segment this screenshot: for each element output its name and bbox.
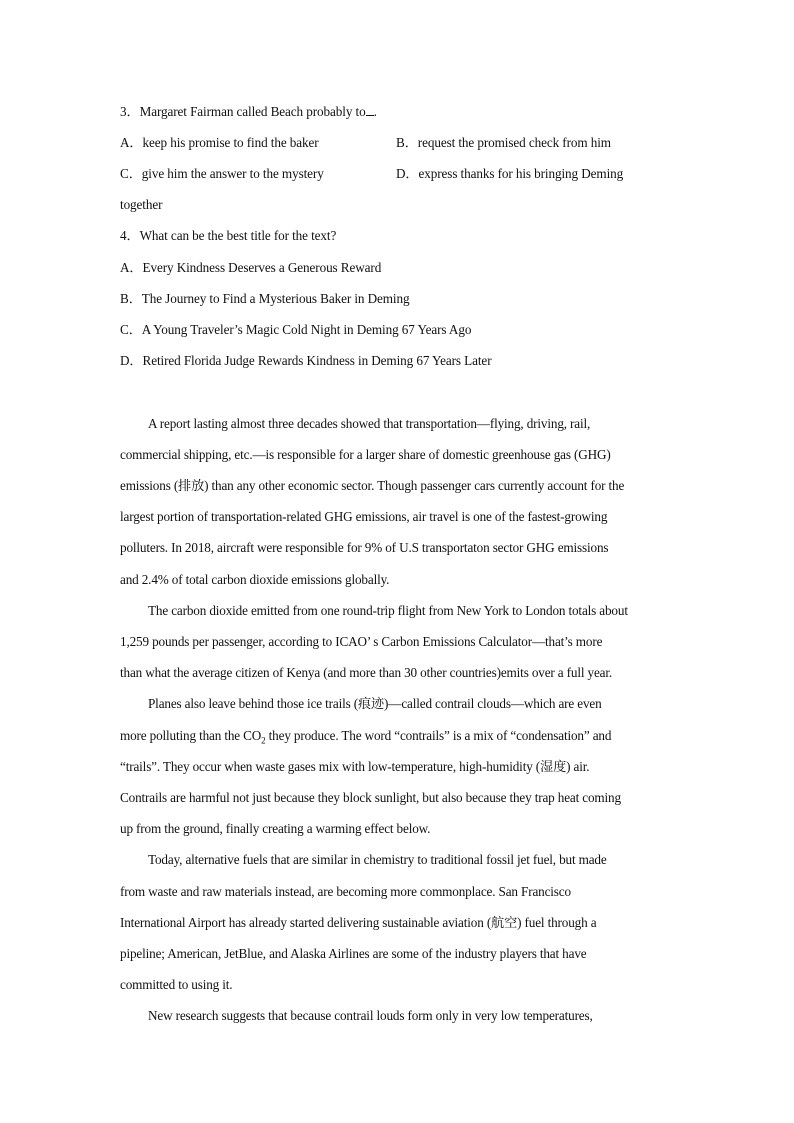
q3-option-d-continued: together	[120, 197, 163, 212]
passage-line: Contrails are harmful not just because they block sunlight, but also because they trap heat coming	[120, 790, 621, 805]
passage-line: polluters. In 2018, aircraft were responsible for 9% of U.S transportaton sector GHG emissions	[120, 540, 609, 555]
passage-line: commercial shipping, etc.—is responsible for a larger share of domestic greenhouse gas (GHG)	[120, 447, 611, 462]
passage-line: Planes also leave behind those ice trails (痕迹)—called contrail clouds—which are even	[148, 696, 602, 711]
passage-line: New research suggests that because contrail louds form only in very low temperatures,	[148, 1008, 593, 1023]
passage-line: “trails”. They occur when waste gases mix with low-temperature, high-humidity (湿度) air.	[120, 759, 590, 774]
question-3-end: .	[373, 104, 377, 119]
passage-line-co2	[120, 727, 675, 745]
passage-line: emissions (排放) than any other economic sector. Though passenger cars currently account for the	[120, 478, 625, 493]
passage-line: 1,259 pounds per passenger, according to ICAO’ s Carbon Emissions Calculator—that’s more	[120, 634, 603, 649]
q3-option-d: D．express thanks for his bringing Deming	[396, 166, 624, 181]
passage-line: Today, alternative fuels that are similar in chemistry to traditional fossil jet fuel, but made	[148, 852, 607, 867]
question-4-stem: 4．What can be the best title for the text?	[120, 228, 337, 243]
q3-option-a: A．keep his promise to find the baker	[120, 135, 319, 150]
q3-option-b: B．request the promised check from him	[396, 135, 611, 150]
passage-text: they produce. The word “contrails” is a mix of “condensation” and	[265, 728, 612, 743]
q3-option-c: C．give him the answer to the mystery	[120, 166, 324, 181]
passage-line: and 2.4% of total carbon dioxide emissions globally.	[120, 572, 390, 587]
passage-line: largest portion of transportation-related GHG emissions, air travel is one of the fastest-growing	[120, 509, 608, 524]
q4-option-a: A．Every Kindness Deserves a Generous Reward	[120, 260, 382, 275]
question-3-text: 3．Margaret Fairman called Beach probably to	[120, 104, 366, 119]
q4-option-c: C．A Young Traveler’s Magic Cold Night in Deming 67 Years Ago	[120, 322, 472, 337]
passage-line: from waste and raw materials instead, are becoming more commonplace. San Francisco	[120, 884, 571, 899]
passage-line: than what the average citizen of Kenya (and more than 30 other countries)emits over a full year.	[120, 665, 613, 680]
q4-option-b: B．The Journey to Find a Mysterious Baker in Deming	[120, 291, 410, 306]
subscript-2: 2	[261, 735, 266, 746]
passage-line: pipeline; American, JetBlue, and Alaska Airlines are some of the industry players that have	[120, 946, 587, 961]
passage-line: committed to using it.	[120, 977, 233, 992]
passage-line: International Airport has already started delivering sustainable aviation (航空) fuel through a	[120, 915, 597, 930]
passage-line: up from the ground, finally creating a warming effect below.	[120, 821, 431, 836]
q4-option-d: D．Retired Florida Judge Rewards Kindness in Deming 67 Years Later	[120, 353, 492, 368]
question-3-stem	[120, 103, 377, 121]
passage-line: A report lasting almost three decades showed that transportation—flying, driving, rail,	[148, 416, 591, 431]
passage-text: more polluting than the CO	[120, 728, 262, 743]
passage-line: The carbon dioxide emitted from one round-trip flight from New York to London totals about	[148, 603, 628, 618]
answer-blank	[366, 103, 374, 116]
